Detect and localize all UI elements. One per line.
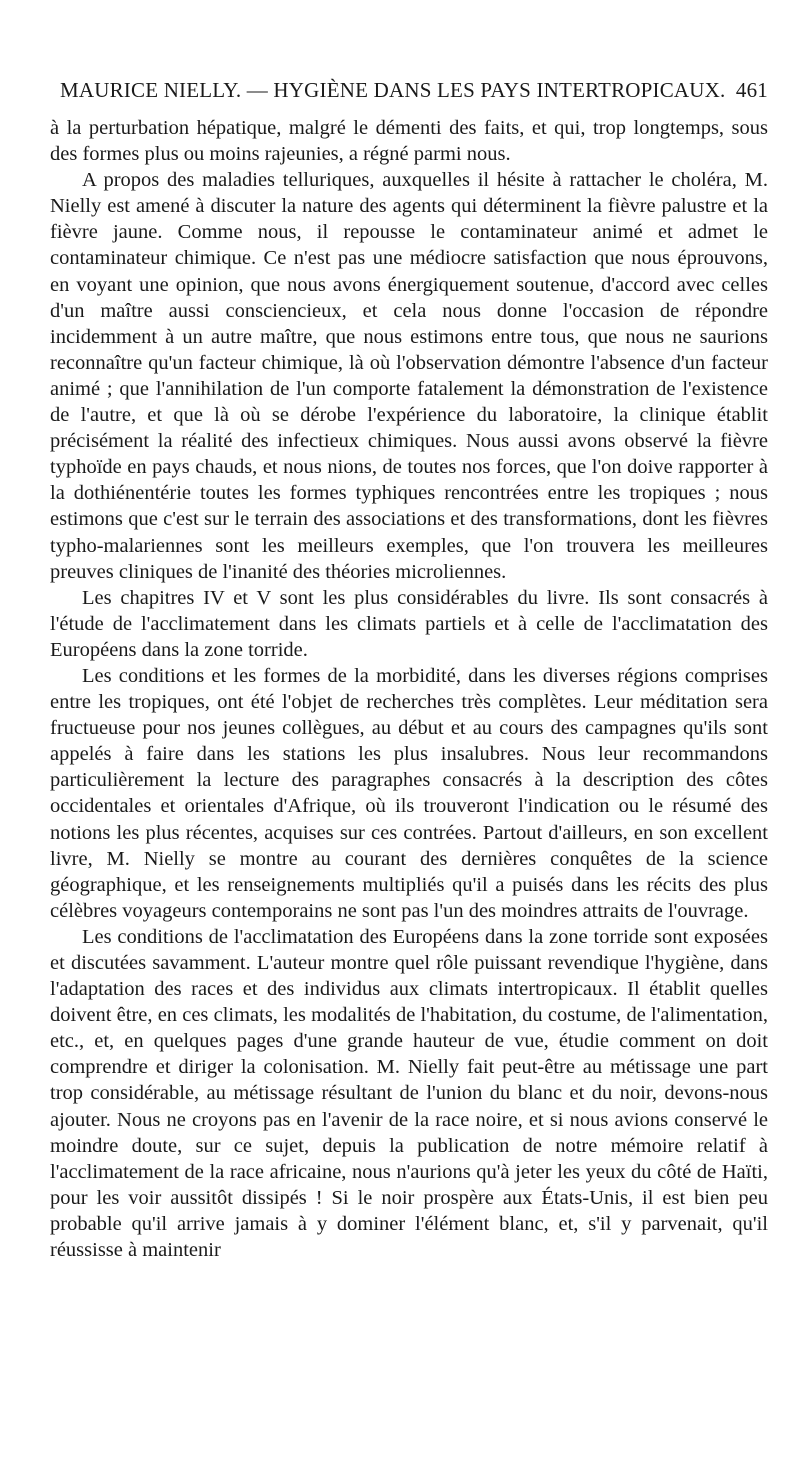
running-head-title: MAURICE NIELLY. — HYGIÈNE DANS LES PAYS INTERTROPICAUX.: [60, 78, 726, 102]
page-number: 461: [735, 78, 768, 102]
paragraph: Les conditions de l'acclimatation des Européens dans la zone torride sont exposées et discutées savamment. L'auteur montre quel rôle puissant revendique l'hygiène, dans l'adaptation des races et des individus aux climats intertropicaux. Il établit quelles doivent être, en ces climats, les modalités de l'habitation, du costume, de l'alimentation, etc., et, en quelques pages d'une grande hauteur de vue, étudie comment on doit comprendre et diriger la colonisation. M. Nielly fait peut-être au métissage une part trop considérable, au métissage résultant de l'union du blanc et du noir, devons-nous ajouter. Nous ne croyons pas en l'avenir de la race noire, et si nous avions conservé le moindre doute, sur ce sujet, depuis la publication de notre mémoire relatif à l'acclimatement de la race africaine, nous n'aurions qu'à jeter les yeux du côté de Haïti, pour les voir aussitôt dissipés ! Si le noir prospère aux États-Unis, il est bien peu probable qu'il arrive jamais à y dominer l'élément blanc, et, s'il y parvenait, qu'il réussisse à maintenir: [50, 925, 768, 1262]
paragraph: Les chapitres IV et V sont les plus considérables du livre. Ils sont consacrés à l'étude de l'acclimatement dans les climats partiels et à celle de l'acclimatation des Européens dans la zone torride.: [50, 586, 768, 661]
paragraph: Les conditions et les formes de la morbidité, dans les diverses régions comprises entre les tropiques, ont été l'objet de recherches très complètes. Leur méditation sera fructueuse pour nos jeunes collègues, au début et au cours des campagnes qu'ils sont appelés à faire dans les stations les plus insalubres. Nous leur recommandons particulièrement la lecture des paragraphes consacrés à la description des côtes occidentales et orientales d'Afrique, où ils trouveront l'indication ou le résumé des notions les plus récentes, acquises sur ces contrées. Partout d'ailleurs, en son excellent livre, M. Nielly se montre au courant des dernières conquêtes de la science géographique, et les renseignements multipliés qu'il a puisés dans les récits des plus célèbres voyageurs contemporains ne sont pas l'un des moindres attraits de l'ouvrage.: [50, 664, 768, 922]
paragraph: à la perturbation hépatique, malgré le démenti des faits, et qui, trop longtemps, sous des formes plus ou moins rajeunies, a régné parmi nous.: [50, 117, 768, 166]
paragraph: A propos des maladies telluriques, auxquelles il hésite à rattacher le choléra, M. Nielly est amené à discuter la nature des agents qui déterminent la fièvre palustre et la fièvre jaune. Comme nous, il repousse le contaminateur animé et admet le contaminateur chimique. Ce n'est pas une médiocre satisfaction que nous éprouvons, en voyant une opinion, que nous avons énergiquement soutenue, d'accord avec celles d'un maître aussi consciencieux, et cela nous donne l'occasion de répondre incidemment à un autre maître, que nous estimons entre tous, que nous ne saurions reconnaître qu'un facteur chimique, là où l'observation démontre l'absence d'un facteur animé ; que l'annihilation de l'un comporte fatalement la démonstration de l'existence de l'autre, et que là où se dérobe l'expérience du laboratoire, la clinique établit précisément la réalité des infectieux chimiques. Nous aussi avons observé la fièvre typhoïde en pays chauds, et nous nions, de toutes nos forces, que l'on doive rapporter à la dothiénentérie toutes les formes typhiques rencontrées entre les tropiques ; nous estimons que c'est sur le terrain des associations et des transformations, dont les fièvres typho-malariennes sont les meilleurs exemples, que l'on trouvera les meilleures preuves cliniques de l'inanité des théories microliennes.: [50, 169, 768, 583]
running-head: [60, 78, 768, 108]
body-text: [50, 115, 768, 1263]
